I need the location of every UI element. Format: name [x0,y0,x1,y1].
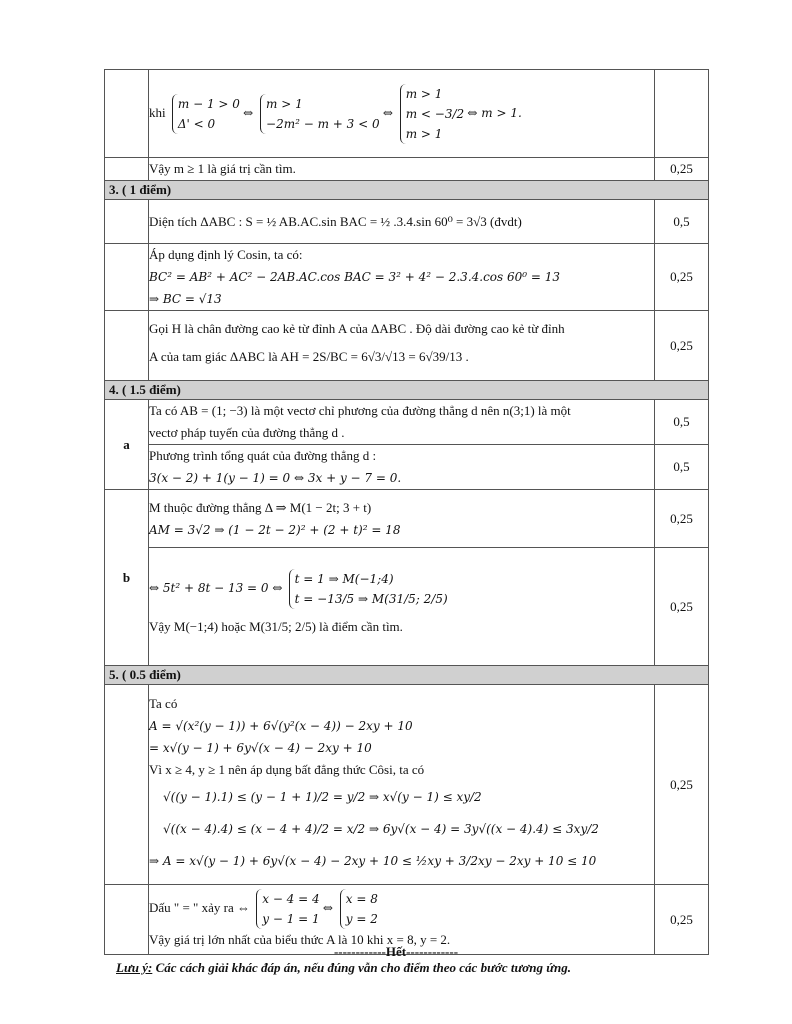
section-4-header: 4. ( 1.5 điểm) [105,381,709,400]
section-5-header: 5. ( 0.5 điểm) [105,666,709,685]
s2-conclusion-row: Vậy m ≥ 1 là giá trị cần tìm. 0,25 [105,158,709,181]
condition-expression: khi m − 1 > 0 Δ' < 0 ⇔ m > 1 −2m² − m + 3 < 0 ⇔ m > 1 m < −3/2 m > 1 ⇔ m > 1. [149,84,654,144]
s5-row-1: Ta có A = √(x²(y − 1)) + 6√(y²(x − 4)) − 2xy + 10 = x√(y − 1) + 6y√(x − 4) − 2xy + 10 Vì x ≥ 4, y ≥ 1 nên áp dụng bất đẳng thức Côsi, ta có √((y − 1).1) ≤ (y − 1 + 1)/2 = y/2 ⇒ x√(y − 1) ≤ xy/2 √((x − 4).4) ≤ (x − 4 + 4)/2 = x/2 ⇒ 6y√(x − 4) = 3y√((x − 4).4) ≤ 3xy/2 ⇒ A = x√(y − 1) + 6y√(x − 4) − 2xy + 10 ≤ ½xy + 3/2xy − 2xy + 10 ≤ 10 0,25 [105,685,709,885]
equality-system-2: x = 8 y = 2 [340,889,378,929]
s3-cosine-row: Áp dụng định lý Cosin, ta có: BC² = AB² + AC² − 2AB.AC.cos BAC = 3² + 4² − 2.3.4.cos 60⁰ = 13 ⇒ BC = √13 0,25 [105,244,709,311]
section-3-header: 3. ( 1 điểm) [105,181,709,200]
answer-table [104,69,709,955]
s2-condition-row [105,70,709,158]
s4b-row-1: b M thuộc đường thẳng Δ ⇒ M(1 − 2t; 3 + t) AM = 3√2 ⇒ (1 − 2t − 2)² + (2 + t)² = 18 0,25 [105,490,709,548]
system-3: m > 1 m < −3/2 m > 1 [400,84,464,144]
end-marker: ------------Hết------------ [333,944,459,959]
system-2: m > 1 −2m² − m + 3 < 0 [260,94,380,134]
grading-note: Lưu ý: Các cách giải khác đáp án, nếu đúng vẫn cho điểm theo các bước tương ứng. [116,960,571,975]
solution-cases: t = 1 ⇒ M(−1;4) t = −13/5 ⇒ M(31/5; 2/5) [289,569,448,609]
s4a-row-2: Phương trình tổng quát của đường thẳng d : 3(x − 2) + 1(y − 1) = 0 ⇔ 3x + y − 7 = 0. 0,5 [105,445,709,490]
s5-row-2: Dấu " = " xảy ra ⇔ x − 4 = 4 y − 1 = 1 ⇔ x = 8 y = 2 Vậy giá trị lớn nhất của biểu thức A là 10 khi x = 8, y = 2. 0,25 [105,885,709,955]
s4a-row-1: a Ta có AB = (1; −3) là một vectơ chỉ phương của đường thẳng d nên n(3;1) là một vectơ pháp tuyến của đường thẳng d . 0,5 [105,400,709,445]
answer-key-page [104,69,708,955]
equality-system-1: x − 4 = 4 y − 1 = 1 [256,889,319,929]
s3-height-row: Gọi H là chân đường cao kẻ từ đỉnh A của ΔABC . Độ dài đường cao kẻ từ đỉnh A của tam giác ΔABC là AH = 2S/BC = 6√3/√13 = 6√39/13 . 0,25 [105,311,709,381]
s3-area-row: Diện tích ΔABC : S = ½ AB.AC.sin BAC = ½ .3.4.sin 60⁰ = 3√3 (đvdt) 0,5 [105,200,709,244]
system-1: m − 1 > 0 Δ' < 0 [172,94,240,134]
s4b-row-2: ⇔ 5t² + 8t − 13 = 0 ⇔ t = 1 ⇒ M(−1;4) t = −13/5 ⇒ M(31/5; 2/5) Vậy M(−1;4) hoặc M(31/5; 2/5) là điểm cần tìm. 0,25 [105,548,709,666]
